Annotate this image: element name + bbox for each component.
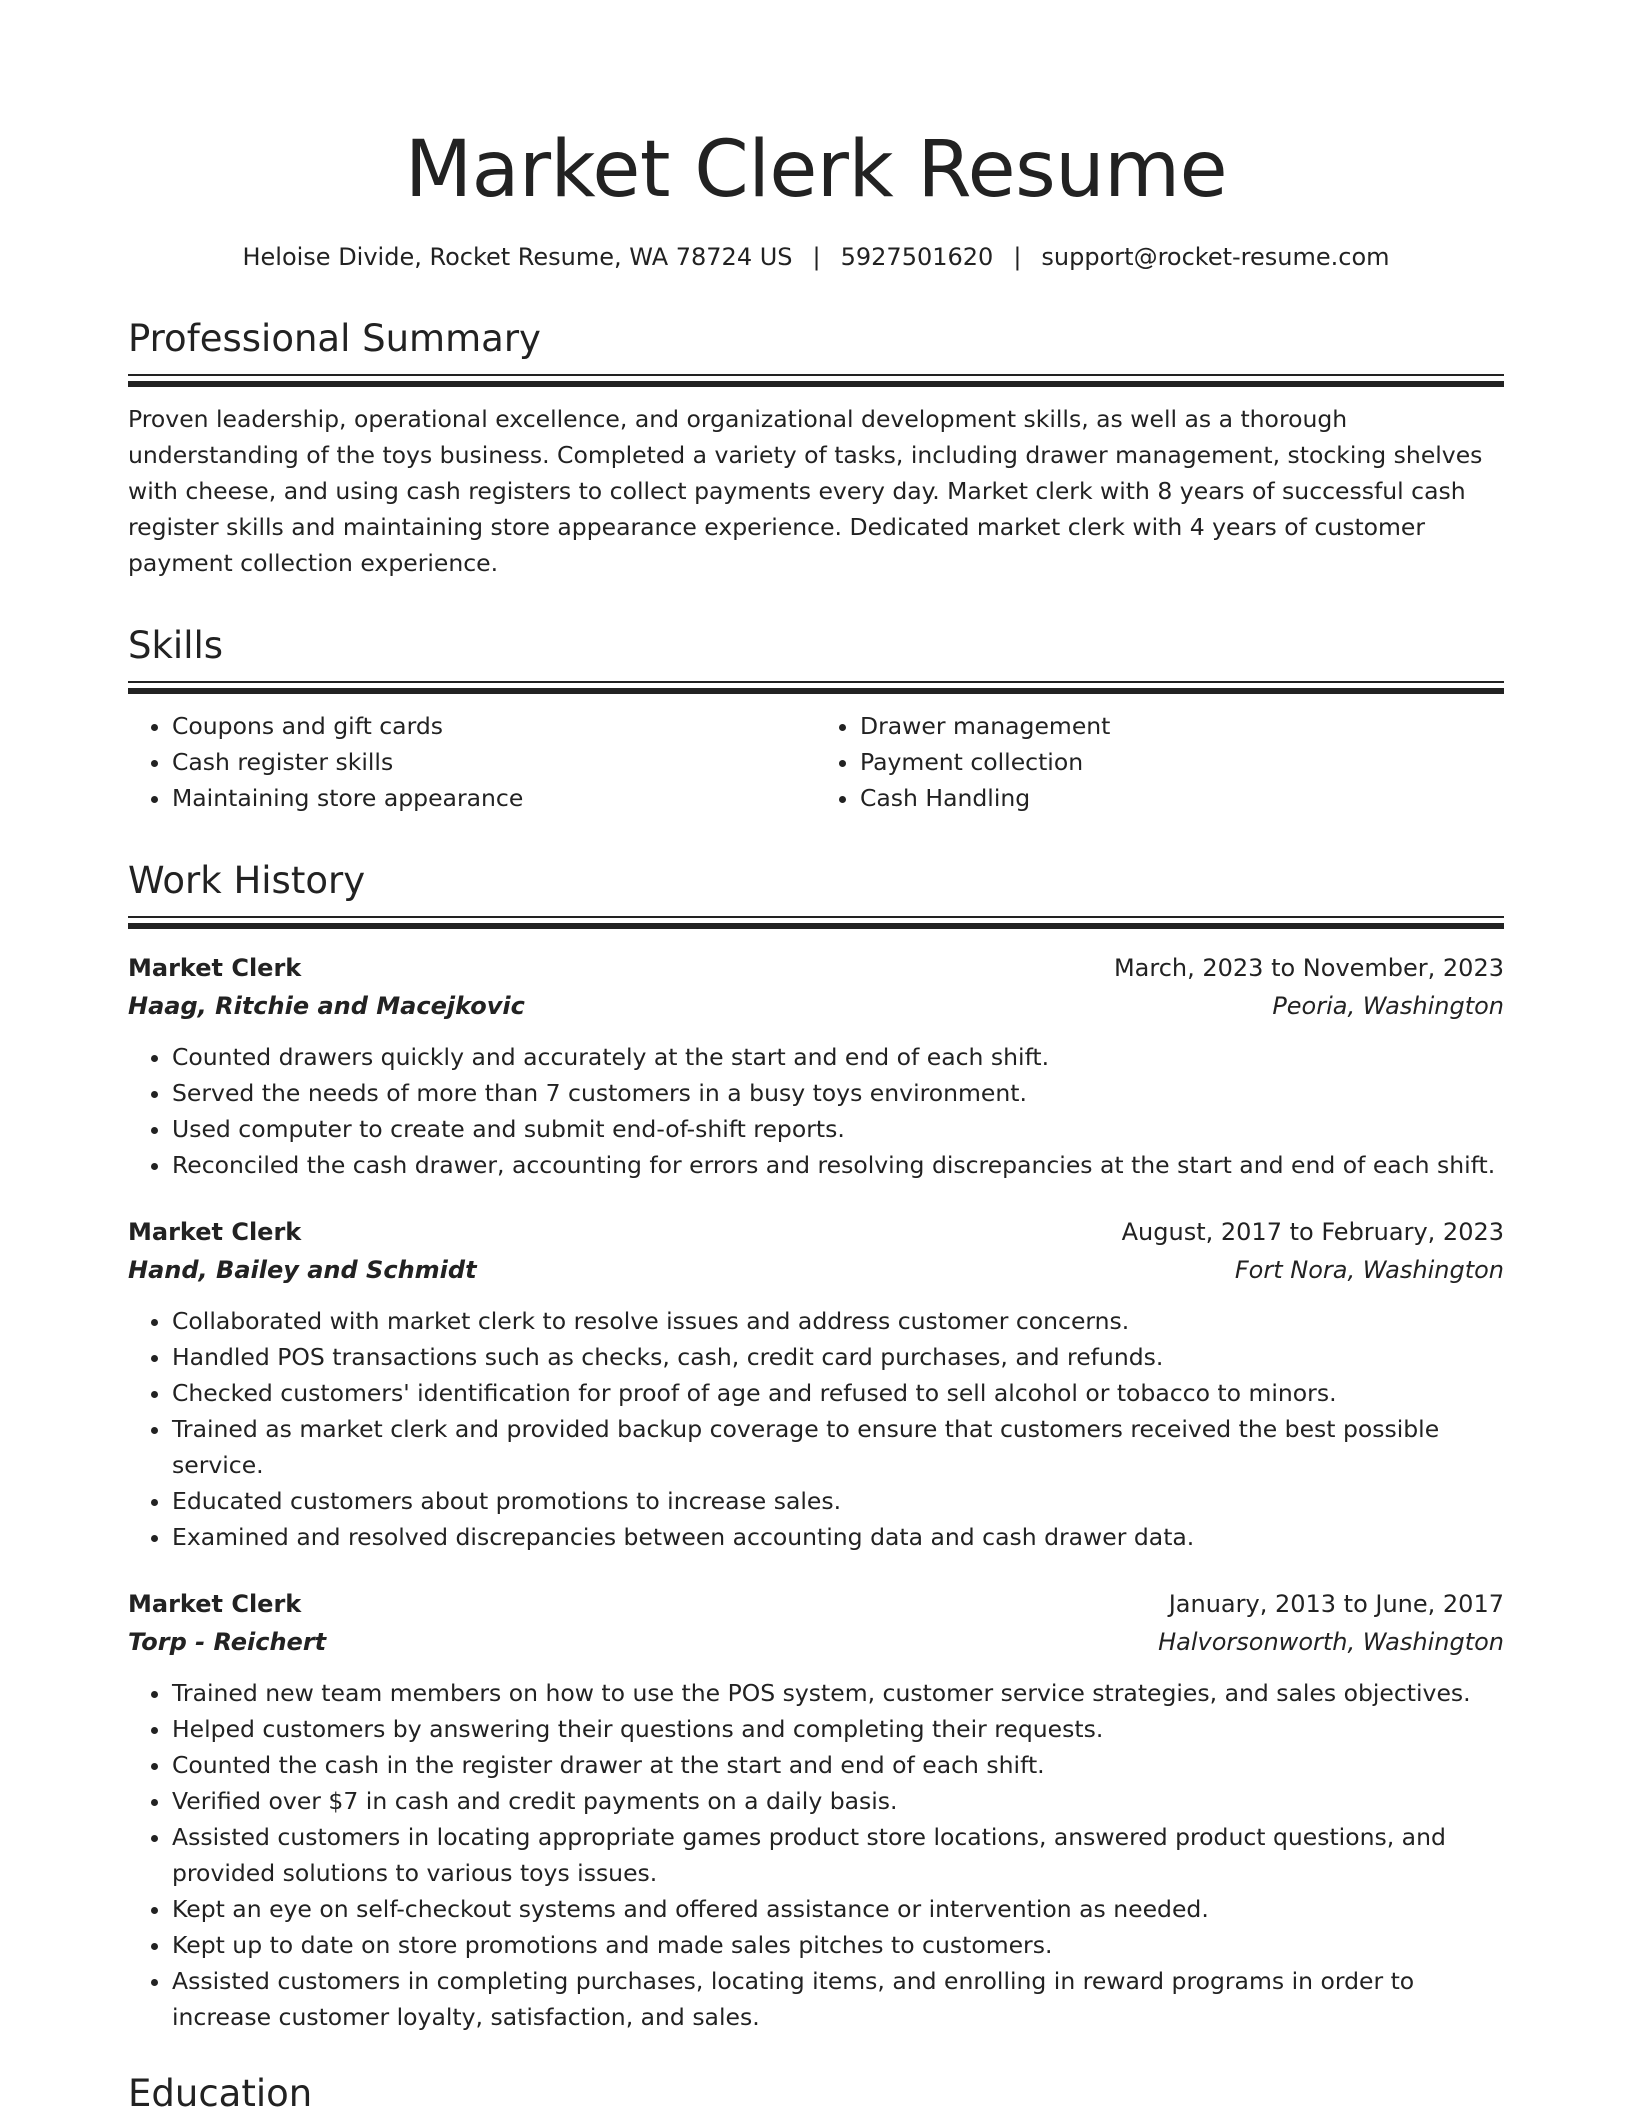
job-dates: January, 2013 to June, 2017: [1168, 1590, 1504, 1618]
job-company: Torp - Reichert: [128, 1628, 327, 1656]
skill-item: • Cash Handling: [860, 780, 1504, 816]
work-history-heading: Work History: [128, 859, 366, 902]
summary-header: [128, 314, 1504, 387]
job-bullet: • Checked customers' identification for proof of age and refused to sell alcohol or tobacco to minors.: [172, 1375, 1504, 1411]
job-title: Market Clerk: [128, 954, 302, 982]
job-bullet: • Collaborated with market clerk to resolve issues and address customer concerns.: [172, 1303, 1504, 1339]
skills-list-right: [816, 708, 1504, 816]
skills-heading: Skills: [128, 624, 224, 667]
skill-item: • Cash register skills: [172, 744, 816, 780]
contact-address: Heloise Divide, Rocket Resume, WA 78724 US: [242, 243, 793, 271]
job-company-row: [128, 987, 1504, 1025]
contact-separator: |: [812, 243, 821, 271]
skills-list-left: [128, 708, 816, 816]
job-bullet: • Assisted customers in completing purchases, locating items, and enrolling in reward programs in order to increase customer loyalty, satisfaction, and sales.: [172, 1963, 1504, 2035]
contact-phone: 5927501620: [840, 243, 994, 271]
summary-section: [128, 314, 1504, 581]
skills-section: [128, 621, 1504, 816]
resume-title: Market Clerk Resume: [404, 125, 1228, 215]
job-title: Market Clerk: [128, 1218, 302, 1246]
section-divider: [128, 916, 1504, 929]
job-entry: [128, 949, 1504, 1183]
job-bullets: [128, 1675, 1504, 2035]
work-history-section: [128, 856, 1504, 2035]
job-bullet: • Counted drawers quickly and accurately at the start and end of each shift.: [172, 1039, 1504, 1075]
job-header-row: [128, 1585, 1504, 1623]
skill-item: • Drawer management: [860, 708, 1504, 744]
job-dates: March, 2023 to November, 2023: [1113, 954, 1504, 982]
skill-item: • Coupons and gift cards: [172, 708, 816, 744]
skill-item: • Payment collection: [860, 744, 1504, 780]
job-bullet: • Used computer to create and submit end-of-shift reports.: [172, 1111, 1504, 1147]
section-divider: [128, 374, 1504, 387]
job-company: Haag, Ritchie and Macejkovic: [128, 992, 525, 1020]
work-history-header: [128, 856, 1504, 929]
job-bullets: [128, 1303, 1504, 1555]
resume-page: [128, 0, 1504, 2119]
job-bullet: • Kept an eye on self-checkout systems and offered assistance or intervention as needed.: [172, 1891, 1504, 1927]
skill-item: • Maintaining store appearance: [172, 780, 816, 816]
job-bullet: • Kept up to date on store promotions and made sales pitches to customers.: [172, 1927, 1504, 1963]
skills-grid: [128, 708, 1504, 816]
contact-email: support@rocket-resume.com: [1041, 243, 1390, 271]
job-bullet: • Examined and resolved discrepancies between accounting data and cash drawer data.: [172, 1519, 1504, 1555]
contact-line: [128, 240, 1504, 274]
job-bullet: • Assisted customers in locating appropriate games product store locations, answered product questions, and provided solutions to various toys issues.: [172, 1819, 1504, 1891]
job-location: Fort Nora, Washington: [1234, 1256, 1504, 1284]
job-location: Halvorsonworth, Washington: [1158, 1628, 1504, 1656]
job-bullet: • Counted the cash in the register drawer at the start and end of each shift.: [172, 1747, 1504, 1783]
section-divider: [128, 681, 1504, 694]
contact-separator: |: [1013, 243, 1022, 271]
job-bullet: • Trained new team members on how to use the POS system, customer service strategies, and sales objectives.: [172, 1675, 1504, 1711]
job-bullet: • Helped customers by answering their questions and completing their requests.: [172, 1711, 1504, 1747]
job-bullet: • Trained as market clerk and provided backup coverage to ensure that customers received the best possible service.: [172, 1411, 1504, 1483]
summary-text: Proven leadership, operational excellence, and organizational development skills, as well as a thorough understanding of the toys business. Completed a variety of tasks, including drawer management, stocking shelves with cheese, and using cash registers to collect payments every day. Market clerk with 8 years of successful cash register skills and maintaining store appearance experience. Dedicated market clerk with 4 years of customer payment collection experience.: [128, 405, 1483, 577]
job-bullet: • Handled POS transactions such as checks, cash, credit card purchases, and refunds.: [172, 1339, 1504, 1375]
job-bullet: • Reconciled the cash drawer, accounting for errors and resolving discrepancies at the start and end of each shift.: [172, 1147, 1504, 1183]
job-company: Hand, Bailey and Schmidt: [128, 1256, 477, 1284]
job-location: Peoria, Washington: [1272, 992, 1504, 1020]
skills-header: [128, 621, 1504, 694]
job-bullet: • Verified over $7 in cash and credit payments on a daily basis.: [172, 1783, 1504, 1819]
job-entry: [128, 1213, 1504, 1555]
job-header-row: [128, 1213, 1504, 1251]
job-bullets: [128, 1039, 1504, 1183]
job-bullet: • Served the needs of more than 7 customers in a busy toys environment.: [172, 1075, 1504, 1111]
summary-heading: Professional Summary: [128, 317, 541, 360]
job-company-row: [128, 1623, 1504, 1661]
job-header-row: [128, 949, 1504, 987]
job-entry: [128, 1585, 1504, 2035]
job-dates: August, 2017 to February, 2023: [1121, 1218, 1504, 1246]
job-title: Market Clerk: [128, 1590, 302, 1618]
job-bullet: • Educated customers about promotions to increase sales.: [172, 1483, 1504, 1519]
job-company-row: [128, 1251, 1504, 1289]
education-heading: Education: [128, 2072, 313, 2115]
